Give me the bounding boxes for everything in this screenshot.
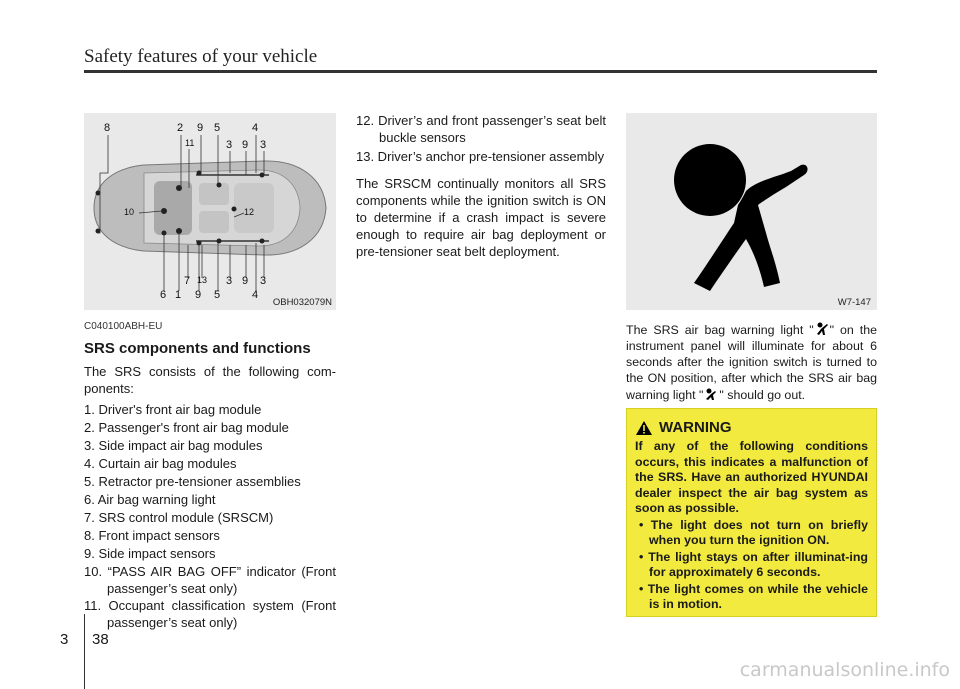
- warning-bullet: • The light comes on while the vehicle is in motion.: [639, 581, 868, 611]
- warning-triangle-icon: [635, 420, 653, 436]
- list-item: 12. Driver’s and front passenger’s seat belt buckle sensors: [356, 113, 606, 145]
- callout-5: 5: [214, 122, 221, 134]
- callout-1: 1: [175, 289, 182, 301]
- srscm-paragraph: The SRSCM continually monitors all SRS components while the ignition switch is ON to determine if a crash impact is severe enough to require air bag deployment or pre-tensioner seat belt deployment.: [356, 176, 606, 259]
- car-srs-diagram: [84, 113, 336, 310]
- warning-bullet: • The light stays on after illuminat-ing for approximately 6 seconds.: [639, 549, 868, 579]
- reference-code: C040100ABH-EU: [84, 321, 163, 332]
- figure-code: W7-147: [837, 297, 871, 308]
- section-title: SRS components and functions: [84, 340, 311, 357]
- airbag-warning-figure: [626, 113, 877, 310]
- callout-3a: 3: [226, 139, 233, 151]
- callout-7: 7: [184, 275, 191, 287]
- callout-9a: 9: [242, 139, 249, 151]
- list-item: 3. Side impact air bag modules: [84, 438, 263, 453]
- text-part: " on the instrument panel will illuminate for about 6 seconds after the ignition switch is turned to the ON position, after which the SRS air bag warning light ": [626, 323, 877, 402]
- intro-paragraph: The SRS consists of the following com-ponents:: [84, 364, 336, 396]
- callout-2: 2: [177, 122, 184, 134]
- list-item: 1. Driver's front air bag module: [84, 402, 262, 417]
- list-item: 4. Curtain air bag modules: [84, 456, 237, 471]
- callout-11: 11: [185, 138, 195, 148]
- page-number: 38: [92, 631, 109, 648]
- figure-code: OBH032079N: [272, 297, 332, 308]
- warning-bullet-text: The light stays on after illuminat-ing for approximately 6 seconds.: [648, 549, 868, 579]
- column-2: [356, 112, 606, 264]
- callout-9c: 9: [195, 289, 202, 301]
- callout-5b: 5: [214, 289, 221, 301]
- warning-title: WARNING: [659, 419, 732, 436]
- callout-8: 8: [104, 122, 111, 134]
- text-part: " should go out.: [719, 388, 806, 402]
- list-item: 5. Retractor pre-tensioner assemblies: [84, 474, 301, 489]
- warning-bullet-text: The light comes on while the vehicle is in motion.: [647, 581, 868, 611]
- list-item: 7. SRS control module (SRSCM): [84, 510, 274, 525]
- list-item: 9. Side impact sensors: [84, 546, 216, 561]
- header-rule: [84, 70, 877, 73]
- callout-10: 10: [124, 207, 135, 217]
- warning-text: If any of the following conditions occurs, this indicates a malfunction of the SRS. Have an authorized HYUNDAI dealer inspect the air bag system as soon as possible.: [635, 439, 868, 515]
- callout-9b: 9: [242, 275, 249, 287]
- list-item: 8. Front impact sensors: [84, 528, 220, 543]
- warning-light-paragraph: [626, 321, 877, 403]
- callout-13: 13: [197, 275, 208, 285]
- callout-6: 6: [160, 289, 167, 301]
- watermark: carmanualsonline.info: [739, 659, 950, 681]
- warning-box: [626, 408, 877, 617]
- column-3: [626, 321, 877, 407]
- callout-3d: 3: [260, 275, 267, 287]
- list-item: 10. “PASS AIR BAG OFF” indicator (Front passenger’s seat only): [84, 564, 336, 596]
- list-item: 6. Air bag warning light: [84, 492, 216, 507]
- callout-4b: 4: [252, 289, 259, 301]
- footer-divider: [84, 614, 85, 689]
- text-part: The SRS air bag warning light ": [626, 323, 814, 337]
- warning-bullet: • The light does not turn on briefly when you turn the ignition ON.: [639, 517, 868, 547]
- callout-4: 4: [252, 122, 259, 134]
- callout-3b: 3: [260, 139, 267, 151]
- list-item: 2. Passenger's front air bag module: [84, 420, 289, 435]
- chapter-number: 3: [60, 631, 69, 648]
- callout-9: 9: [197, 122, 204, 134]
- callout-3c: 3: [226, 275, 233, 287]
- warning-header: [635, 419, 868, 436]
- airbag-light-icon-small: [703, 386, 719, 402]
- list-item: 11. Occupant classification system (Front passenger’s seat only): [84, 598, 336, 630]
- header-title: Safety features of your vehicle: [84, 46, 318, 67]
- airbag-warning-icon: [626, 113, 877, 310]
- callout-12: 12: [244, 207, 255, 217]
- airbag-light-icon: [814, 321, 830, 337]
- list-item: 13. Driver’s anchor pre-tensioner assembly: [356, 149, 605, 164]
- column-1: [84, 318, 336, 631]
- warning-bullet-text: The light does not turn on briefly when you turn the ignition ON.: [649, 517, 868, 547]
- car-top-view-illustration: [84, 113, 336, 310]
